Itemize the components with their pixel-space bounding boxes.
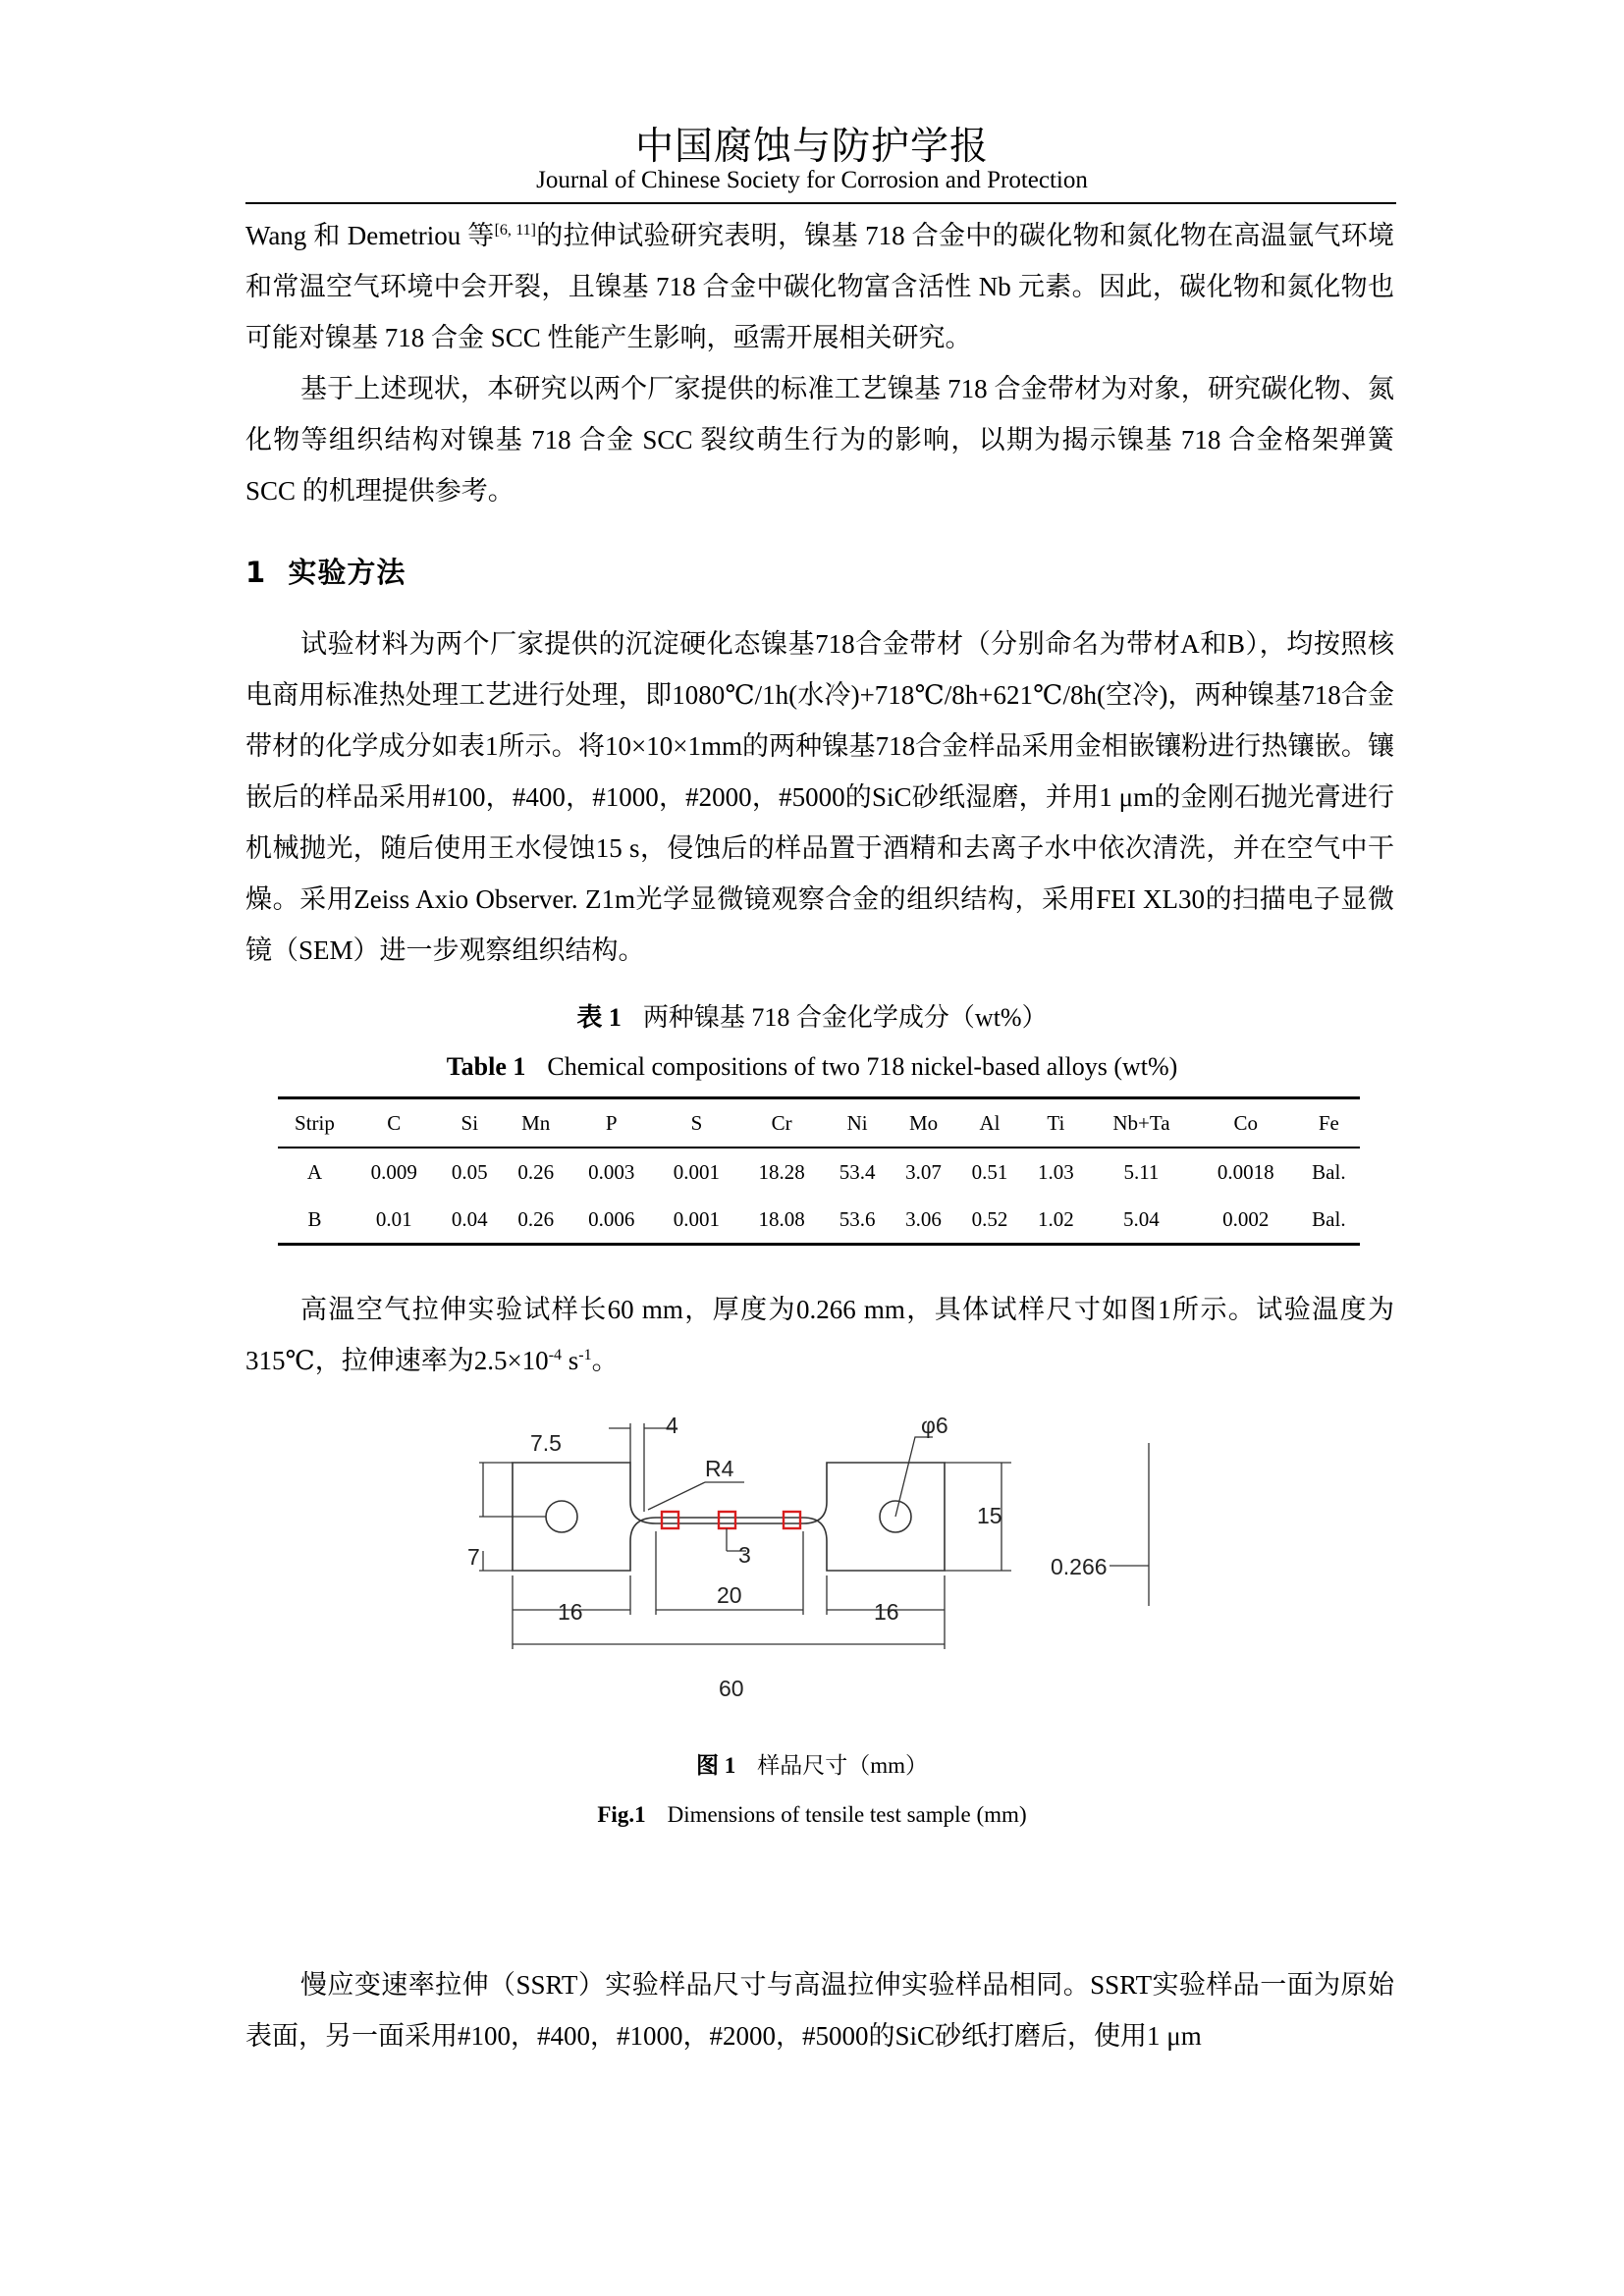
figure-caption-cn <box>0 1747 1624 1780</box>
table-cell: 0.04 <box>451 1206 488 1231</box>
dim-7-label: 7 <box>467 1544 480 1570</box>
sample-dimension-figure <box>461 1404 1168 1737</box>
tensile-text <box>245 1284 1394 1386</box>
col-header: P <box>605 1110 618 1135</box>
col-header: Nb+Ta <box>1112 1110 1170 1135</box>
intro-paragraph-1 <box>245 210 1394 363</box>
table-cell: 0.05 <box>451 1159 488 1184</box>
marker-group <box>662 1512 800 1528</box>
dim-20-label: 20 <box>717 1582 742 1608</box>
table-cell: 53.6 <box>839 1206 876 1231</box>
col-header: Mo <box>908 1110 939 1135</box>
table-cell: 0.51 <box>971 1159 1008 1184</box>
tensile-paragraph <box>245 1284 1394 1386</box>
intro-text <box>245 210 1394 516</box>
dim-16-right-label: 16 <box>874 1599 899 1625</box>
exponent-2: -1 <box>578 1347 592 1363</box>
table-cell: 1.03 <box>1037 1159 1074 1184</box>
methods-paragraph-1: 试验材料为两个厂家提供的沉淀硬化态镍基718合金带材（分别命名为带材A和B），均按照核电商用标准热处理工艺进行处理，即1080℃/1h(水冷)+718℃/8h+621℃/8h(空冷)，两种镍基718合金带材的化学成分如表1所示。将10×10×1mm的两种镍基718合金样品采用金相嵌镶粉进行热镶嵌。镶嵌后的样品采用#100，#400，#1000，#2000，#5000的SiC砂纸湿磨，并用1 μm的金刚石抛光膏进行机械抛光，随后使用王水侵蚀15 s，侵蚀后的样品置于酒精和去离子水中依次清洗，并在空气中干燥。采用Zeiss Axio Observer. Z1m光学显微镜观察合金的组织结构，采用FEI XL30的扫描电子显微镜（SEM）进一步观察组织结构。 <box>245 629 1394 965</box>
methods-text <box>245 618 1394 976</box>
exponent-1: -4 <box>548 1347 563 1363</box>
table-cell: 0.01 <box>375 1206 412 1231</box>
col-header: Strip <box>295 1110 335 1135</box>
col-header: Mn <box>521 1110 551 1135</box>
dim-7-5-label: 7.5 <box>530 1430 562 1456</box>
dim-3-label: 3 <box>738 1542 751 1568</box>
table-title-en: Chemical compositions of two 718 nickel-based alloys (wt%) <box>547 1052 1178 1081</box>
table-cell: 18.28 <box>758 1159 805 1184</box>
col-header: Co <box>1233 1110 1259 1135</box>
table-cell: 0.003 <box>588 1159 635 1184</box>
ssrt-paragraph: 慢应变速率拉伸（SSRT）实验样品尺寸与高温拉伸实验样品相同。SSRT实验样品一面为原始表面，另一面采用#100，#400，#1000，#2000，#5000的SiC砂纸打磨后，使用1 μm <box>245 1970 1394 2051</box>
tensile-p-a: 高温空气拉伸实验试样长60 mm，厚度为0.266 mm，具体试样尺寸如图1所示。试验温度为315℃，拉伸速率为2.5×10 <box>245 1295 1394 1375</box>
col-header: Fe <box>1318 1110 1339 1135</box>
table-title-cn: 两种镍基 718 合金化学成分（wt%） <box>642 1003 1048 1032</box>
table-cell: 0.002 <box>1222 1206 1270 1231</box>
table-row <box>278 1148 1360 1196</box>
table-label-cn: 表 1 <box>576 1003 622 1032</box>
col-header: S <box>690 1110 703 1135</box>
table-cell: A <box>306 1159 323 1184</box>
table-header-row <box>278 1098 1360 1148</box>
col-header: Al <box>979 1110 1001 1135</box>
dim-r4-label: R4 <box>705 1456 734 1481</box>
col-header: Cr <box>771 1110 792 1135</box>
table-cell: 3.06 <box>905 1206 942 1231</box>
col-header: Ni <box>846 1110 868 1135</box>
figure-label-cn: 图 1 <box>695 1753 736 1778</box>
table-cell: 0.26 <box>517 1159 555 1184</box>
table-cell: 0.26 <box>517 1206 555 1231</box>
table-row <box>278 1196 1360 1245</box>
table-cell: 5.11 <box>1123 1159 1160 1184</box>
dim-phi6-label: φ6 <box>921 1413 948 1438</box>
table-caption-en <box>0 1052 1624 1082</box>
table-cell: 1.02 <box>1037 1206 1074 1231</box>
section-heading <box>245 551 406 591</box>
section-title: 实验方法 <box>288 556 406 589</box>
table-cell: Bal. <box>1312 1159 1346 1184</box>
table-cell: B <box>307 1206 322 1231</box>
intro-paragraph-2: 基于上述现状，本研究以两个厂家提供的标准工艺镍基 718 合金带材为对象，研究碳化物、氮化物等组织结构对镍基 718 合金 SCC 裂纹萌生行为的影响，以期为揭示镍基 718 合金格架弹簧 SCC 的机理提供参考。 <box>245 374 1394 506</box>
col-header: Si <box>460 1110 479 1135</box>
figure-title-en: Dimensions of tensile test sample (mm) <box>667 1802 1027 1827</box>
dim-16-left-label: 16 <box>558 1599 583 1625</box>
table-cell: 53.4 <box>839 1159 876 1184</box>
table-cell: 0.006 <box>588 1206 635 1231</box>
table-cell: 0.001 <box>673 1159 721 1184</box>
ssrt-text <box>245 1959 1394 2061</box>
table-label-en: Table 1 <box>446 1052 526 1081</box>
dim-4-label: 4 <box>666 1413 678 1438</box>
figure-label-en: Fig.1 <box>597 1802 646 1827</box>
marker-box-center <box>719 1512 735 1528</box>
tensile-p-c: 。 <box>591 1346 619 1375</box>
table-cell: 3.07 <box>905 1159 942 1184</box>
figure-caption-en <box>0 1802 1624 1828</box>
section-number: 1 <box>245 556 267 589</box>
figure-title-cn: 样品尺寸（mm） <box>757 1753 929 1778</box>
dim-60-label: 60 <box>719 1676 744 1701</box>
intro-p1-b: 的拉伸试验研究表明，镍基 718 合金中的碳化物和氮化物在高温氩气环境和常温空气环境中会开裂，且镍基 718 合金中碳化物富含活性 Nb 元素。因此，碳化物和氮化物也可能对镍基 718 合金 SCC 性能产生影响，亟需开展相关研究。 <box>245 221 1395 352</box>
col-header: Ti <box>1047 1110 1065 1135</box>
table-cell: 0.001 <box>673 1206 721 1231</box>
table-cell: 0.0018 <box>1217 1159 1274 1184</box>
intro-p1-a: Wang 和 Demetriou 等 <box>245 221 495 250</box>
dim-thickness-label: 0.266 <box>1051 1554 1108 1579</box>
table-cell: 0.009 <box>370 1159 417 1184</box>
header-rule <box>245 202 1396 204</box>
table-cell: Bal. <box>1312 1206 1346 1231</box>
col-header: C <box>387 1110 402 1135</box>
marker-box-right <box>784 1512 800 1528</box>
marker-box-left <box>662 1512 678 1528</box>
journal-title-cn: 中国腐蚀与防护学报 <box>634 126 989 168</box>
table-caption-cn <box>0 997 1624 1034</box>
hole-left <box>546 1501 577 1532</box>
table-cell: 18.08 <box>758 1206 805 1231</box>
journal-title-en: Journal of Chinese Society for Corrosion and Protection <box>536 167 1088 193</box>
composition-table <box>278 1096 1360 1246</box>
dim-15-label: 15 <box>977 1503 1002 1528</box>
table-cell: 0.52 <box>971 1206 1008 1231</box>
table-cell: 5.04 <box>1123 1206 1160 1231</box>
tensile-p-b: s <box>562 1346 579 1375</box>
citation-ref: [6, 11] <box>494 222 536 239</box>
